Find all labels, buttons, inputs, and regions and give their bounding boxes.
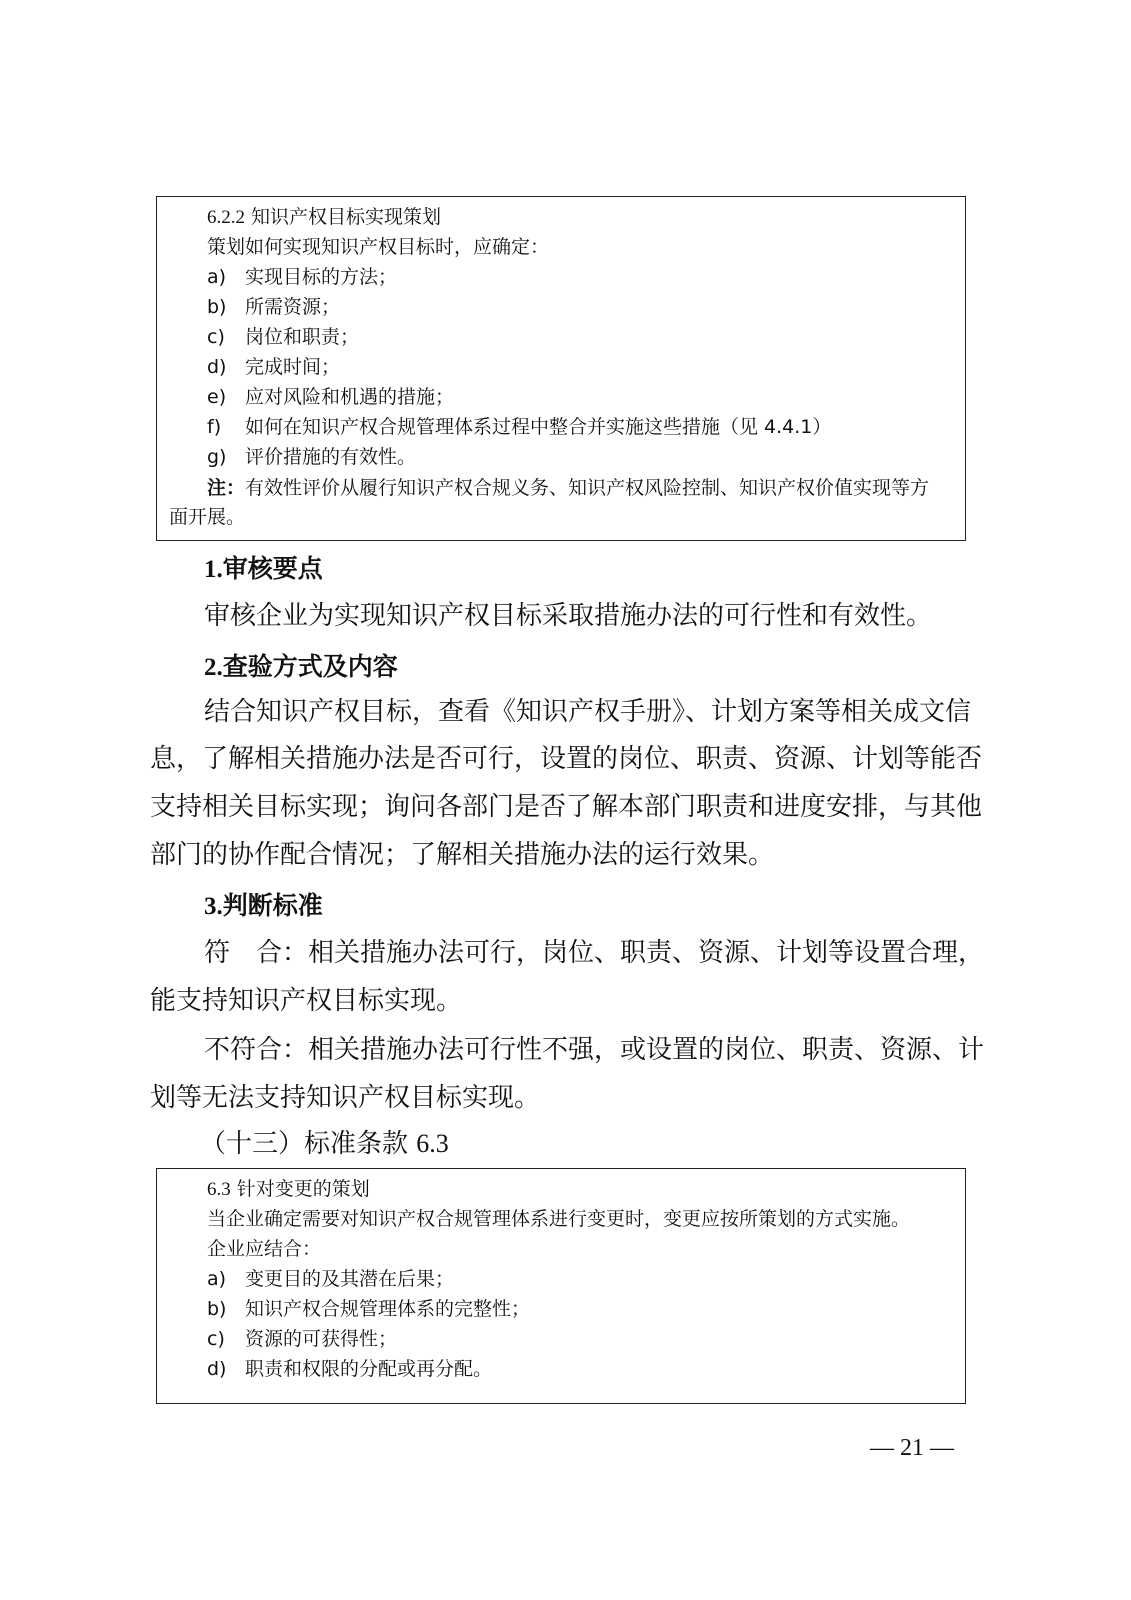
list-text: 知识产权合规管理体系的完整性； bbox=[245, 1298, 531, 1320]
paragraph-line: 结合知识产权目标，查看《知识产权手册》、计划方案等相关成文信 bbox=[204, 697, 972, 727]
list-item bbox=[207, 413, 831, 441]
list-item bbox=[207, 263, 397, 291]
list-marker: e) bbox=[207, 386, 227, 408]
section-title: 判断标准 bbox=[222, 891, 323, 920]
list-text: 职责和权限的分配或再分配。 bbox=[245, 1358, 493, 1380]
box-intro: 策划如何实现知识产权目标时，应确定： bbox=[207, 236, 550, 258]
list-text: 资源的可获得性； bbox=[245, 1328, 398, 1350]
list-item bbox=[207, 443, 416, 471]
clause-number: 6.3 bbox=[207, 1179, 231, 1200]
section-heading-1 bbox=[204, 552, 323, 587]
paragraph: 审核企业为实现知识产权目标采取措施办法的可行性和有效性。 bbox=[204, 601, 933, 631]
list-text: 完成时间； bbox=[245, 356, 341, 378]
clause-label: （十三）标准条款 bbox=[200, 1129, 409, 1159]
list-marker: c) bbox=[207, 326, 225, 348]
clause-box-6-2-2 bbox=[156, 196, 966, 541]
nonconform-text: 相关措施办法可行性不强，或设置的岗位、职责、资源、计 bbox=[308, 1035, 985, 1065]
box-title bbox=[207, 1175, 370, 1204]
conform-text: 相关措施办法可行，岗位、职责、资源、计划等设置合理， bbox=[308, 938, 985, 968]
list-item bbox=[207, 1355, 492, 1383]
list-text: 所需资源； bbox=[245, 296, 341, 318]
clause-title: 针对变更的策划 bbox=[236, 1178, 370, 1200]
section-heading-3 bbox=[204, 889, 323, 924]
note-continuation: 面开展。 bbox=[169, 506, 246, 528]
clause-number: 6.3 bbox=[416, 1129, 449, 1158]
list-marker: d) bbox=[207, 1358, 227, 1380]
box-intro-2: 企业应结合： bbox=[207, 1238, 322, 1260]
section-number: 2. bbox=[204, 654, 223, 681]
clause-heading bbox=[200, 1126, 449, 1162]
list-marker: f) bbox=[207, 416, 222, 438]
list-item bbox=[207, 323, 359, 351]
section-number: 3. bbox=[204, 893, 223, 920]
list-item bbox=[207, 1295, 530, 1323]
section-title: 审核要点 bbox=[222, 554, 323, 583]
note-label: 注： bbox=[207, 477, 246, 499]
nonconform-label: 不符合： bbox=[204, 1035, 309, 1065]
clause-number: 6.2.2 bbox=[207, 207, 245, 228]
list-marker: a) bbox=[207, 1268, 227, 1290]
page-number: — 21 — bbox=[870, 1435, 954, 1461]
section-number: 1. bbox=[204, 556, 223, 583]
list-item bbox=[207, 383, 454, 411]
box-intro: 当企业确定需要对知识产权合规管理体系进行变更时，变更应按所策划的方式实施。 bbox=[207, 1208, 911, 1230]
nonconform-line bbox=[204, 1032, 984, 1068]
conform-line bbox=[204, 935, 984, 971]
list-marker: b) bbox=[207, 1298, 227, 1320]
note-text: 有效性评价从履行知识产权合规义务、知识产权风险控制、知识产权价值实现等方 bbox=[245, 477, 930, 499]
clause-box-6-3 bbox=[156, 1168, 966, 1404]
clause-title: 知识产权目标实现策划 bbox=[251, 206, 442, 228]
paragraph-line: 部门的协作配合情况；了解相关措施办法的运行效果。 bbox=[150, 840, 775, 870]
conform-label: 符 合： bbox=[204, 938, 309, 968]
paragraph-line: 息，了解相关措施办法是否可行，设置的岗位、职责、资源、计划等能否 bbox=[150, 744, 983, 774]
list-text: 实现目标的方法； bbox=[245, 266, 398, 288]
list-marker: a) bbox=[207, 266, 227, 288]
list-text: 应对风险和机遇的措施； bbox=[245, 386, 455, 408]
list-text: 评价措施的有效性。 bbox=[245, 446, 417, 468]
box-title bbox=[207, 203, 441, 232]
list-text: 岗位和职责； bbox=[245, 326, 360, 348]
list-marker: d) bbox=[207, 356, 227, 378]
list-marker: g) bbox=[207, 446, 227, 468]
list-marker: b) bbox=[207, 296, 227, 318]
list-item bbox=[207, 353, 340, 381]
section-heading-2 bbox=[204, 650, 398, 685]
list-item bbox=[207, 1265, 454, 1293]
list-item bbox=[207, 293, 340, 321]
paragraph-line: 支持相关目标实现；询问各部门是否了解本部门职责和进度安排，与其他 bbox=[150, 792, 983, 822]
list-text: 如何在知识产权合规管理体系过程中整合并实施这些措施（见 4.4.1） bbox=[245, 416, 832, 438]
list-text: 变更目的及其潜在后果； bbox=[245, 1268, 455, 1290]
conform-continuation: 能支持知识产权目标实现。 bbox=[150, 986, 463, 1016]
section-title: 查验方式及内容 bbox=[222, 652, 398, 681]
list-item bbox=[207, 1325, 397, 1353]
note bbox=[207, 474, 929, 502]
nonconform-continuation: 划等无法支持知识产权目标实现。 bbox=[150, 1083, 541, 1113]
list-marker: c) bbox=[207, 1328, 225, 1350]
